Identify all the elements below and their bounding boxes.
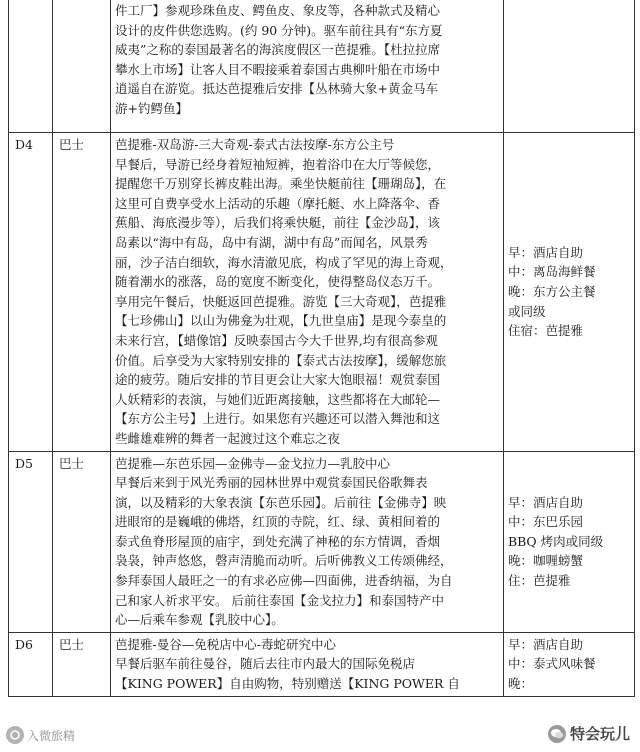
table-row-d6: [9, 632, 635, 696]
day-cell: D5: [9, 451, 53, 632]
description-line: 些雌雄难辨的舞者一起渡过这个难忘之夜: [115, 430, 341, 446]
description-line: 未来行宫，【蜡像馆】反映泰国古今大千世界,均有很高参观: [115, 332, 438, 348]
description-line: 【七珍佛山】以山为佛龛为壮观，【九世皇庙】是现今泰皇的: [115, 313, 447, 329]
description-cell: [111, 632, 504, 696]
meal-cell: [504, 0, 635, 133]
meal-cell: [504, 632, 635, 696]
description-line: 人妖精彩的表演，与她们近距离接触，这些都将在大邮轮—: [115, 391, 441, 407]
meal-line: 早：酒店自助: [508, 244, 584, 260]
transport-cell: 巴士: [53, 451, 111, 632]
description-line: 价值。后享受为大家特别安排的【泰式古法按摩】，缓解您旅: [115, 352, 447, 368]
description-line: 蕉船、海底漫步等），后我们将乘快艇，前往【金沙岛】，该: [115, 215, 441, 231]
day-cell: [9, 0, 53, 133]
description-line: 【KING POWER】自由购物，特别赠送【KING POWER 自: [115, 676, 460, 692]
table-row-d5: [9, 451, 635, 632]
description-line: 攀水上市场】让客人目不暇接乘着泰国古典柳叶船在市场中: [115, 61, 441, 77]
description-line: 早餐后，导游已经身着短袖短裤，抱着浴巾在大厅等候您，: [115, 156, 441, 172]
meal-line: 晚：: [508, 676, 534, 692]
watermark-left: [6, 726, 75, 744]
meal-line: 中：泰式风味餐: [508, 656, 596, 672]
description-line: 游+钓鳄鱼】: [115, 100, 188, 116]
description-line: 逍遥自在游览。抵达芭提雅后安排【丛林骑大象+黄金马车: [115, 81, 438, 97]
watermark-right-text: 特会玩儿: [569, 725, 630, 743]
meal-cell: [504, 133, 635, 452]
description-line: 袅袅，钟声悠悠，磬声清脆而动听。后听佛教义工传颂佛经，: [115, 553, 453, 569]
description-line: 芭提雅-双岛游-三大奇观-泰式古法按摩-东方公主号: [115, 137, 395, 152]
description-line: 心—后乘车参观【乳胶中心】。: [115, 612, 284, 628]
table-row-d4: [9, 133, 635, 452]
description-line: 芭提雅-曼谷—免税店中心-毒蛇研究中心: [115, 636, 336, 652]
day-cell: D4: [9, 133, 53, 452]
description-line: 提醒您千万别穿长裤皮鞋出海。乘坐快艇前往【珊瑚岛】，在: [115, 176, 447, 192]
description-line: 设计的皮件供您选购。(约 90 分钟)。驱车前往具有“东方夏: [115, 22, 443, 38]
description-line: 随着潮水的涨落，岛的宽度不断变化，使得整岛仪态万千。: [115, 274, 441, 290]
description-line: 【东方公主号】上进行。如果您有兴趣还可以潜入舞池和这: [115, 411, 441, 427]
description-line: 享用完午餐后，快艇返回芭提雅。游览【三大奇观】，芭提雅: [115, 293, 447, 309]
description-cell: [111, 451, 504, 632]
description-cell: [111, 133, 504, 452]
description-line: 丽，沙子洁白细软，海水清澈见底，构成了罕见的海上奇观，: [115, 254, 453, 270]
meal-line: 早：酒店自助: [508, 494, 584, 510]
meal-cell: [504, 451, 635, 632]
transport-cell: 巴士: [53, 632, 111, 696]
description-line: 件工厂】参观珍珠鱼皮、鳄鱼皮、象皮等，各种款式及精心: [115, 3, 441, 18]
transport-cell: [53, 0, 111, 133]
meal-line: 中：东巴乐园: [508, 514, 584, 530]
description-line: 芭提雅—东芭乐园—金佛寺—金戈拉力—乳胶中心: [115, 455, 391, 471]
description-line: 己和家人祈求平安。 后前往泰国【金戈拉力】和泰国特产中: [115, 592, 444, 608]
meal-line: 住宿：芭提雅: [508, 323, 584, 339]
meal-line: BBQ 烤肉或同级: [508, 533, 604, 549]
meal-line: 中：离岛海鲜餐: [508, 264, 596, 280]
description-line: 演，以及精彩的大象表演【东芭乐园】。后前往【金佛寺】映: [115, 494, 447, 510]
table-row-continuation: [9, 0, 635, 133]
wechat-icon: [548, 725, 566, 743]
meal-line: 晚：咖喱螃蟹: [508, 553, 584, 569]
description-line: 进眼帘的是巍峨的佛塔，红顶的寺院，红、绿、黄相间着的: [115, 514, 441, 530]
meal-line: 晚：东方公主餐: [508, 283, 596, 299]
itinerary-table: [8, 0, 635, 697]
day-cell: D6: [9, 632, 53, 696]
meal-line: 住：芭提雅: [508, 573, 571, 589]
meal-line: 早：酒店自助: [508, 636, 584, 652]
meal-line: 或同级: [508, 303, 546, 319]
watermark-right: [548, 723, 630, 744]
description-line: 途的疲劳。随后安排的节目更会让大家大饱眼福！观赏泰国: [115, 372, 441, 388]
watermark-left-text: 入微旅精: [27, 728, 76, 743]
description-cell: [111, 0, 504, 133]
description-line: 泰式鱼脊形屋顶的庙宇，到处充满了神秘的东方情调，香烟: [115, 533, 441, 549]
description-line: 岛素以“海中有岛，岛中有湖，湖中有岛”而闻名，风景秀: [115, 234, 428, 250]
description-line: 参拜泰国人最旺之一的有求必应佛—四面佛，进香纳福，为自: [115, 573, 453, 589]
description-line: 早餐后驱车前往曼谷，随后去往市内最大的国际免税店: [115, 656, 416, 672]
description-line: 威夷”之称的泰国最著名的海滨度假区一芭提雅。【杜拉拉席: [115, 42, 441, 58]
transport-cell: 巴士: [53, 133, 111, 452]
account-logo-icon: [6, 726, 24, 744]
description-line: 早餐后来到于风光秀丽的园林世界中观赏泰国民俗歌舞表: [115, 475, 428, 491]
description-line: 这里可自费享受水上活动的乐趣（摩托艇、水上降落伞、香: [115, 195, 441, 211]
